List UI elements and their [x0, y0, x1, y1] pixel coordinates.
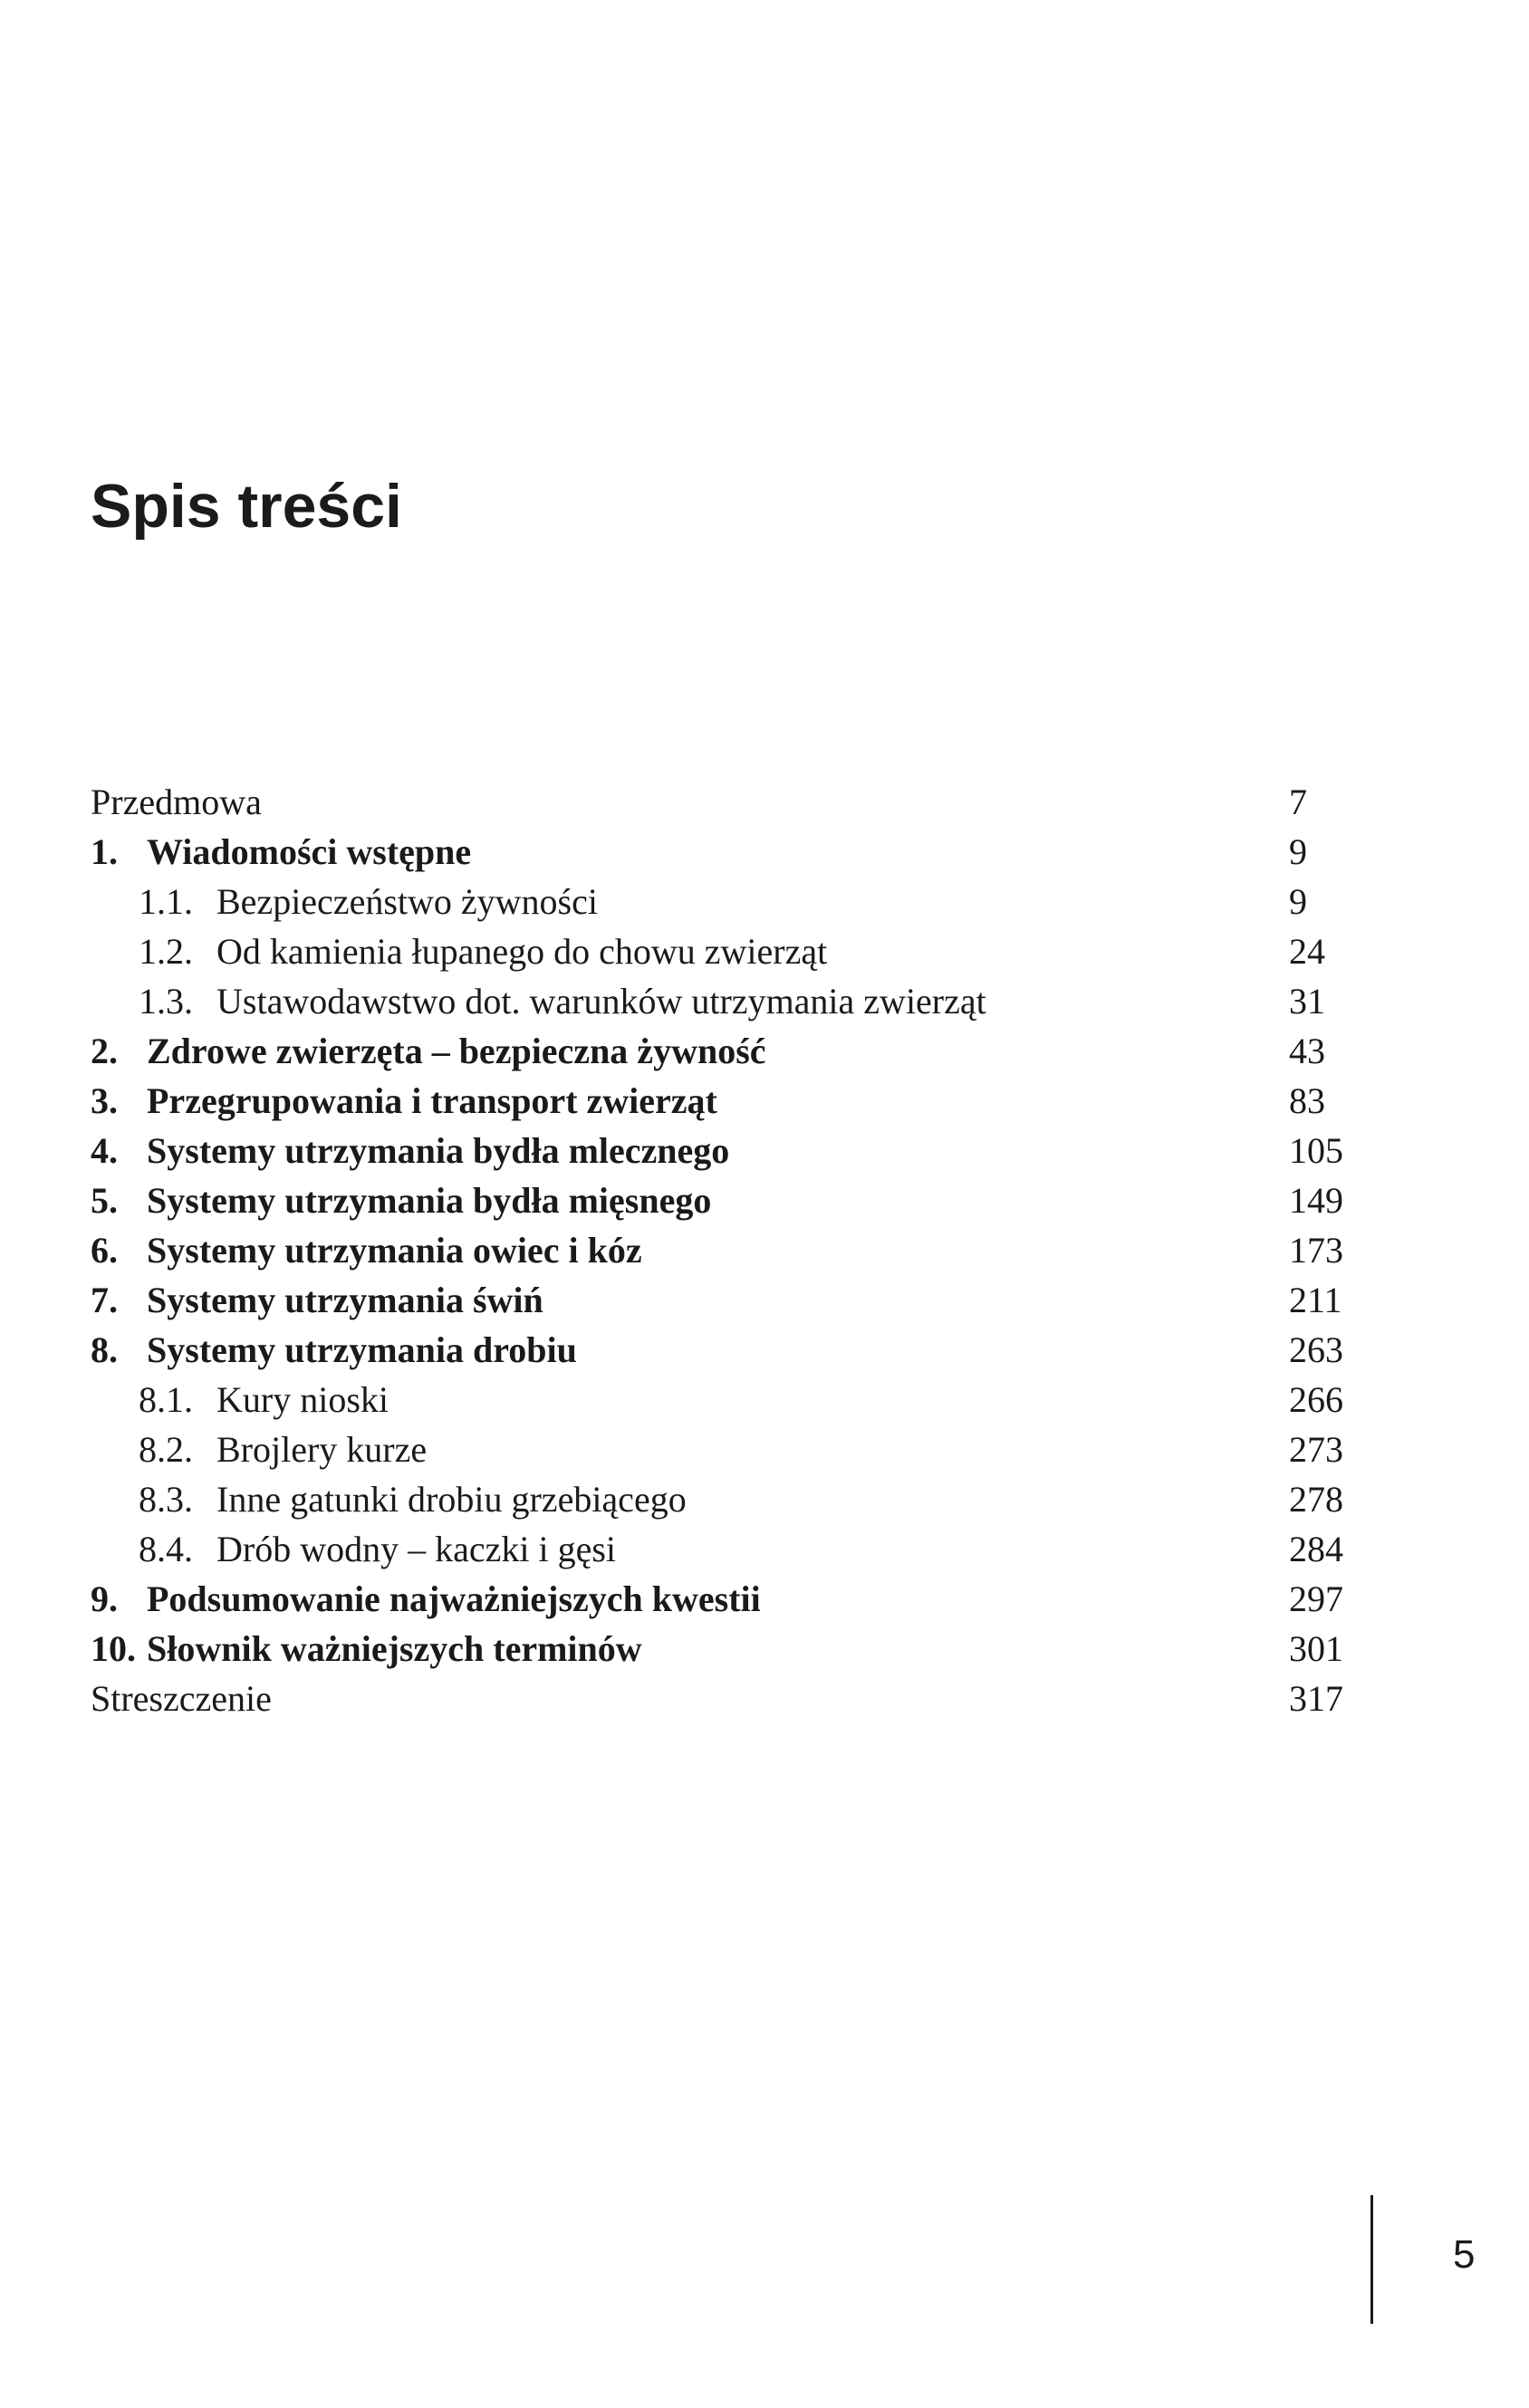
toc-entry-label: Brojlery kurze — [216, 1429, 428, 1470]
toc-row — [91, 1325, 1354, 1375]
toc-page-number: 105 — [1289, 1130, 1343, 1171]
toc-row — [91, 1175, 1354, 1225]
toc-page-number: 24 — [1289, 931, 1325, 972]
toc-entry-label: Ustawodawstwo dot. warunków utrzymania zwierząt — [216, 981, 986, 1022]
toc-entry-label: Przedmowa — [91, 782, 262, 822]
table-of-contents — [91, 777, 1354, 1723]
toc-page-number: 266 — [1289, 1379, 1343, 1420]
toc-entry-label: Systemy utrzymania drobiu — [147, 1329, 577, 1370]
toc-page-number: 9 — [1289, 831, 1307, 872]
toc-entry-label: Od kamienia łupanego do chowu zwierząt — [216, 931, 828, 972]
toc-entry-number: 6. — [91, 1230, 118, 1271]
toc-entry-label: Streszczenie — [91, 1678, 272, 1719]
toc-row — [91, 1624, 1354, 1674]
toc-entry-label: Systemy utrzymania świń — [147, 1280, 543, 1320]
toc-row — [91, 1524, 1354, 1574]
toc-row — [91, 1076, 1354, 1126]
toc-row — [91, 926, 1354, 976]
toc-page-number: 263 — [1289, 1329, 1343, 1370]
toc-row — [91, 1275, 1354, 1325]
toc-entry-number: 1.3. — [139, 981, 193, 1022]
toc-entry-number: 8.4. — [139, 1529, 193, 1569]
toc-entry-label: Kury nioski — [216, 1379, 389, 1420]
toc-entry-number: 2. — [91, 1031, 118, 1071]
toc-page-number: 278 — [1289, 1479, 1343, 1520]
toc-page-number: 273 — [1289, 1429, 1343, 1470]
toc-row — [91, 1126, 1354, 1175]
toc-row — [91, 827, 1354, 877]
toc-entry-number: 1.2. — [139, 931, 193, 972]
toc-entry-number: 9. — [91, 1578, 118, 1619]
toc-entry-label: Podsumowanie najważniejszych kwestii — [147, 1578, 761, 1619]
toc-entry-number: 8.2. — [139, 1429, 193, 1470]
toc-entry-label: Systemy utrzymania owiec i kóz — [147, 1230, 642, 1271]
toc-entry-number: 8. — [91, 1329, 118, 1370]
toc-page-number: 297 — [1289, 1578, 1343, 1619]
toc-entry-label: Wiadomości wstępne — [147, 831, 472, 872]
toc-row — [91, 1474, 1354, 1524]
toc-row — [91, 1026, 1354, 1076]
toc-entry-number: 8.3. — [139, 1479, 193, 1520]
toc-row — [91, 1225, 1354, 1275]
toc-entry-number: 7. — [91, 1280, 118, 1320]
toc-page-number: 173 — [1289, 1230, 1343, 1271]
toc-entry-label: Bezpieczeństwo żywności — [216, 881, 598, 922]
toc-entry-number: 4. — [91, 1130, 118, 1171]
toc-row — [91, 1574, 1354, 1624]
toc-page-number: 83 — [1289, 1080, 1325, 1121]
toc-entry-label: Zdrowe zwierzęta – bezpieczna żywność — [147, 1031, 766, 1071]
toc-page-number: 211 — [1289, 1280, 1342, 1320]
toc-row — [91, 1674, 1354, 1723]
toc-page-number: 284 — [1289, 1529, 1343, 1569]
toc-row — [91, 976, 1354, 1026]
toc-entry-label: Słownik ważniejszych terminów — [147, 1628, 642, 1669]
toc-page-number: 9 — [1289, 881, 1307, 922]
toc-entry-number: 1. — [91, 831, 118, 872]
toc-entry-label: Drób wodny – kaczki i gęsi — [216, 1529, 617, 1569]
page-title: Spis treści — [91, 472, 402, 541]
toc-page-number: 149 — [1289, 1180, 1343, 1221]
toc-page-number: 31 — [1289, 981, 1325, 1022]
toc-entry-number: 3. — [91, 1080, 118, 1121]
toc-entry-number: 5. — [91, 1180, 118, 1221]
toc-entry-label: Systemy utrzymania bydła mięsnego — [147, 1180, 712, 1221]
toc-row — [91, 877, 1354, 926]
toc-page-number: 301 — [1289, 1628, 1343, 1669]
toc-entry-label: Inne gatunki drobiu grzebiącego — [216, 1479, 687, 1520]
toc-page-number: 43 — [1289, 1031, 1325, 1071]
page-folio: 5 — [1453, 2232, 1476, 2277]
toc-entry-number: 10. — [91, 1628, 136, 1669]
toc-entry-number: 8.1. — [139, 1379, 193, 1420]
toc-page-number: 317 — [1289, 1678, 1343, 1719]
toc-row — [91, 1425, 1354, 1474]
toc-row — [91, 1375, 1354, 1425]
toc-entry-label: Przegrupowania i transport zwierząt — [147, 1080, 717, 1121]
toc-page-number: 7 — [1289, 782, 1307, 822]
toc-row — [91, 777, 1354, 827]
toc-entry-label: Systemy utrzymania bydła mlecznego — [147, 1130, 730, 1171]
toc-entry-number: 1.1. — [139, 881, 193, 922]
footer-rule — [1370, 2195, 1373, 2324]
